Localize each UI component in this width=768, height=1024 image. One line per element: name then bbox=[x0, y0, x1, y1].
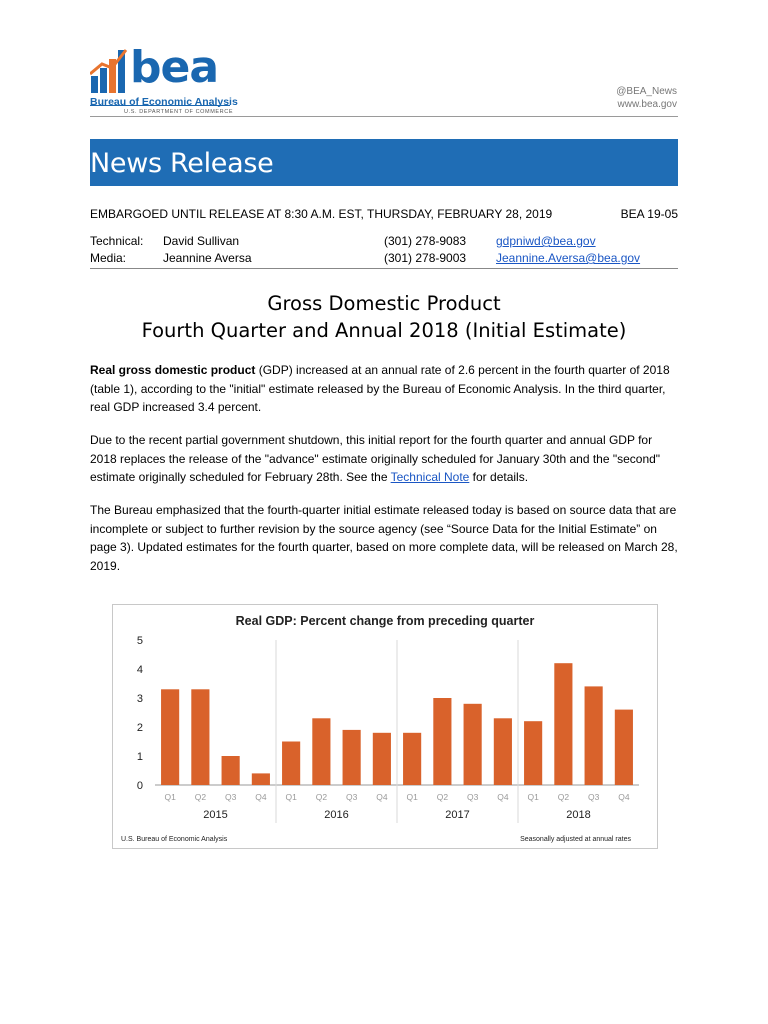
contact-phone: (301) 278-9003 bbox=[384, 251, 467, 265]
y-tick-label: 5 bbox=[136, 635, 143, 647]
x-tick-label: Q3 bbox=[466, 792, 479, 802]
paragraph-2-text: Due to the recent partial government shutdown, this initial report for the fourth quarter and annual GDP for 2018 replaces the release of the "advance" estimate originally scheduled for January 30th and the "second" estimate originally scheduled for February 28th. See the bbox=[90, 433, 661, 484]
chart-bar bbox=[403, 733, 421, 785]
contact-name: David Sullivan bbox=[163, 234, 240, 248]
title-line-1: Gross Domestic Product bbox=[267, 292, 501, 315]
x-tick-label: Q2 bbox=[194, 792, 207, 802]
chart-bar bbox=[161, 689, 179, 785]
gdp-bar-chart bbox=[112, 604, 658, 849]
contact-name: Jeannine Aversa bbox=[163, 251, 252, 265]
chart-bar bbox=[615, 710, 633, 785]
chart-bar bbox=[494, 718, 512, 785]
release-title bbox=[90, 290, 678, 344]
chart-bar bbox=[524, 721, 542, 785]
news-release-banner bbox=[90, 139, 678, 186]
x-tick-label: Q4 bbox=[255, 792, 267, 802]
logo-subtitle: Bureau of Economic Analysis bbox=[90, 96, 238, 108]
chart-bar bbox=[312, 718, 330, 785]
chart-source-note: U.S. Bureau of Economic Analysis bbox=[121, 836, 228, 843]
contact-phone: (301) 278-9083 bbox=[384, 234, 467, 248]
x-tick-label: Q1 bbox=[285, 792, 297, 802]
banner-title: News Release bbox=[90, 148, 274, 179]
chart-bar bbox=[252, 773, 270, 785]
chart-bar bbox=[282, 742, 300, 786]
x-tick-label: Q2 bbox=[436, 792, 449, 802]
chart-bar bbox=[585, 686, 603, 785]
year-label: 2018 bbox=[566, 809, 591, 821]
y-tick-label: 3 bbox=[136, 693, 143, 705]
chart-bar bbox=[343, 730, 361, 785]
paragraph-2 bbox=[90, 431, 680, 487]
contact-role: Media: bbox=[90, 251, 127, 265]
chart-bar bbox=[464, 704, 482, 785]
contact-row bbox=[90, 250, 678, 267]
contact-email-link[interactable]: Jeannine.Aversa@bea.gov bbox=[496, 251, 641, 265]
x-tick-label: Q3 bbox=[345, 792, 358, 802]
chart-bar bbox=[554, 663, 572, 785]
chart-rate-note: Seasonally adjusted at annual rates bbox=[520, 836, 631, 843]
x-tick-label: Q4 bbox=[618, 792, 630, 802]
y-tick-label: 1 bbox=[136, 751, 143, 763]
chart-bar bbox=[222, 756, 240, 785]
contact-role: Technical: bbox=[90, 234, 144, 248]
contacts-divider bbox=[90, 268, 678, 269]
contact-email-link[interactable]: gdpniwd@bea.gov bbox=[496, 234, 596, 248]
bea-logo-icon bbox=[90, 46, 130, 94]
website-link[interactable]: www.bea.gov bbox=[617, 99, 677, 110]
title-line-2: Fourth Quarter and Annual 2018 (Initial Estimate) bbox=[141, 319, 627, 342]
paragraph-3: The Bureau emphasized that the fourth-quarter initial estimate released today is based on source data that are incomplete or subject to further revision by the source agency (see “Source Data for the Initial Estimate” on page 3). Updated estimates for the fourth quarter, based on more complete data, will be released on March 28, 2019. bbox=[90, 503, 678, 573]
twitter-handle[interactable]: @BEA_News bbox=[616, 86, 677, 97]
year-label: 2015 bbox=[203, 809, 228, 821]
x-tick-label: Q4 bbox=[376, 792, 388, 802]
x-tick-label: Q3 bbox=[224, 792, 237, 802]
paragraph-1 bbox=[90, 361, 680, 417]
paragraph-1-text: (GDP) increased at an annual rate of 2.6 percent in the fourth quarter of 2018 (table 1), according to the "initial" estimate released by the Bureau of Economic Analysis. In the third quarter, real GDP increased 3.4 percent. bbox=[90, 363, 670, 414]
logo-department: U.S. DEPARTMENT OF COMMERCE bbox=[124, 109, 234, 115]
contacts-table bbox=[90, 233, 678, 267]
release-id: BEA 19-05 bbox=[620, 207, 678, 221]
chart-bar bbox=[191, 689, 209, 785]
gdp-chart-svg bbox=[113, 605, 657, 848]
chart-bar bbox=[373, 733, 391, 785]
x-tick-label: Q3 bbox=[587, 792, 600, 802]
y-tick-label: 4 bbox=[136, 664, 143, 676]
technical-note-link[interactable]: Technical Note bbox=[390, 470, 470, 484]
year-label: 2016 bbox=[324, 809, 349, 821]
x-tick-label: Q4 bbox=[497, 792, 509, 802]
bea-logo bbox=[90, 42, 250, 118]
header-contacts bbox=[616, 85, 677, 111]
x-tick-label: Q2 bbox=[315, 792, 328, 802]
paragraph-2-tail: for details. bbox=[469, 470, 529, 484]
x-tick-label: Q1 bbox=[406, 792, 418, 802]
y-tick-label: 2 bbox=[136, 722, 143, 734]
chart-bar bbox=[433, 698, 451, 785]
paragraph-1-bold: Real gross domestic product bbox=[90, 363, 256, 377]
x-tick-label: Q1 bbox=[164, 792, 176, 802]
header-divider bbox=[90, 116, 678, 117]
embargo-text: EMBARGOED UNTIL RELEASE AT 8:30 A.M. EST, THURSDAY, FEBRUARY 28, 2019 bbox=[90, 207, 553, 221]
year-label: 2017 bbox=[445, 809, 470, 821]
x-tick-label: Q2 bbox=[557, 792, 570, 802]
contact-row bbox=[90, 233, 678, 250]
chart-title: Real GDP: Percent change from preceding quarter bbox=[235, 614, 535, 628]
x-tick-label: Q1 bbox=[527, 792, 539, 802]
logo-wordmark: bea bbox=[130, 42, 219, 93]
embargo-line bbox=[90, 207, 678, 221]
y-tick-label: 0 bbox=[136, 780, 143, 792]
